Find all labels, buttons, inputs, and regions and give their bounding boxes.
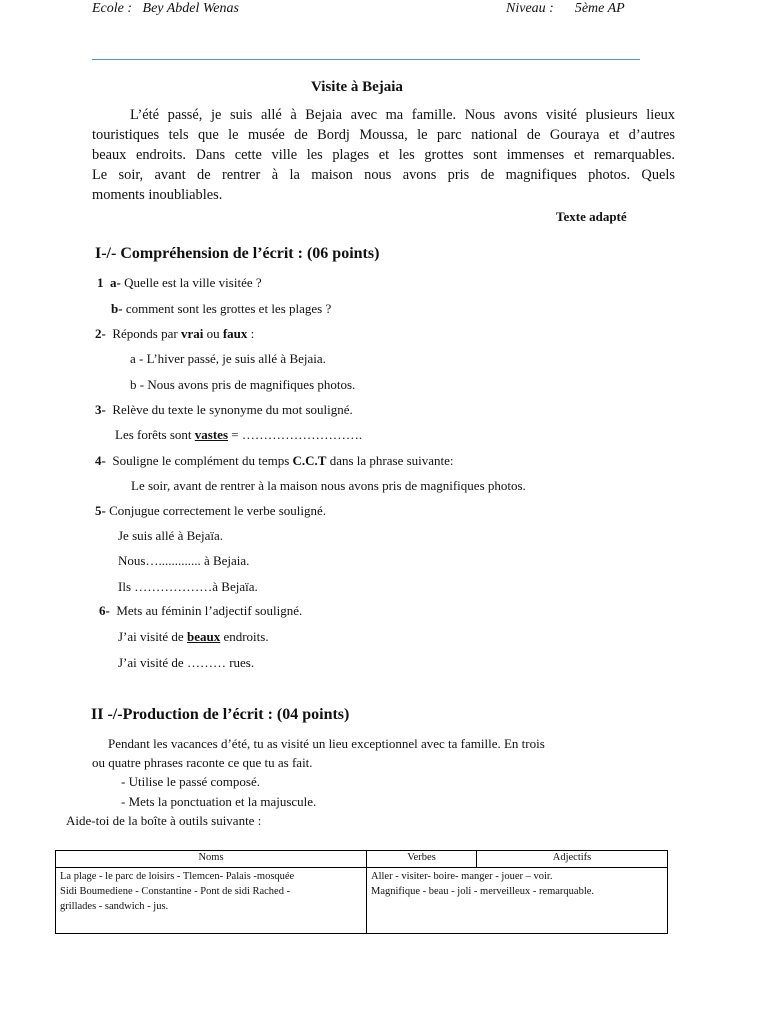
level-label bbox=[506, 1, 625, 17]
q2-number: 2- bbox=[95, 326, 106, 341]
q4-cct: C.C.T bbox=[292, 453, 327, 468]
q2-faux: faux bbox=[222, 326, 248, 341]
noms-line: La plage - le parc de loisirs - Tlemcen- Palais -mosquée bbox=[60, 871, 295, 882]
q6-line1 bbox=[118, 629, 269, 645]
toolbox-table bbox=[55, 850, 668, 934]
text-line: moments inoubliables. bbox=[92, 187, 223, 203]
section2-line1: Pendant les vacances d’été, tu as visité un lieu exceptionnel avec ta famille. En trois bbox=[108, 736, 545, 751]
q6-text: Mets au féminin l’adjectif souligné. bbox=[116, 603, 303, 618]
ecole-label: Ecole : bbox=[92, 1, 133, 16]
q1-number: 1 bbox=[97, 275, 104, 290]
question-5 bbox=[95, 503, 326, 519]
text-line: beaux endroits. Dans cette ville les plages et les grottes sont immenses et remarquables. bbox=[92, 147, 675, 163]
niveau-label: Niveau : bbox=[506, 1, 554, 16]
q2a-statement: a - L’hiver passé, je suis allé à Bejaia. bbox=[130, 351, 326, 366]
school-label bbox=[92, 1, 239, 17]
toolbox-intro: Aide-toi de la boîte à outils suivante : bbox=[66, 813, 262, 828]
q4-number: 4- bbox=[95, 453, 106, 468]
section1-prefix: I-/- bbox=[95, 245, 117, 262]
q6-line2: J’ai visité de ……… rues. bbox=[118, 655, 255, 670]
noms-line: Sidi Boumediene - Constantine - Pont de sidi Rached - bbox=[60, 886, 291, 897]
q3-sentence-pre: Les forêts sont bbox=[115, 427, 192, 442]
text-line: L’été passé, je suis allé à Bejaia avec ma famille. Nous avons visité plusieurs lieux bbox=[130, 107, 675, 123]
instruction-2: - Mets la ponctuation et la majuscule. bbox=[121, 794, 317, 809]
q5-line1: Je suis allé à Bejaïa. bbox=[118, 528, 224, 543]
q6-number: 6- bbox=[99, 603, 110, 618]
q4-pre: Souligne le complément du temps bbox=[112, 453, 290, 468]
question-4 bbox=[95, 453, 454, 469]
text-source: Texte adapté bbox=[556, 209, 627, 224]
section1-title: Compréhension de l’écrit : (06 points) bbox=[120, 245, 380, 262]
question-6 bbox=[99, 603, 302, 619]
q5-number: 5- bbox=[95, 503, 106, 518]
q3-text: Relève du texte le synonyme du mot souligné. bbox=[112, 402, 353, 417]
q1a-letter: a- bbox=[110, 275, 121, 290]
q5-text: Conjugue correctement le verbe souligné. bbox=[109, 503, 327, 518]
section2-line2: ou quatre phrases raconte ce que tu as fait. bbox=[92, 755, 313, 770]
question-1b bbox=[111, 301, 331, 317]
q2-pre: Réponds par bbox=[112, 326, 178, 341]
adjectifs-line: Magnifique - beau - joli - merveilleux - remarquable. bbox=[371, 886, 595, 897]
q1a-text: Quelle est la ville visitée ? bbox=[124, 275, 262, 290]
q6-underlined-word: beaux bbox=[186, 629, 221, 644]
toolbox-content-row bbox=[56, 868, 668, 934]
q2b-statement: b - Nous avons pris de magnifiques photos. bbox=[130, 377, 356, 392]
instruction-1: - Utilise le passé composé. bbox=[121, 774, 260, 789]
header-adjectifs: Adjectifs bbox=[477, 851, 668, 868]
q3-underlined-word: vastes bbox=[194, 427, 229, 442]
verbes-line: Aller - visiter- boire- manger - jouer – voir. bbox=[371, 871, 553, 882]
section2-title: Production de l’écrit : (04 points) bbox=[122, 706, 350, 723]
ecole-value: Bey Abdel Wenas bbox=[142, 1, 239, 16]
header-verbes: Verbes bbox=[367, 851, 477, 868]
q5-line2: Nous…............. à Bejaia. bbox=[118, 553, 250, 568]
q6-line1-post: endroits. bbox=[223, 629, 269, 644]
noms-line: grillades - sandwich - jus. bbox=[60, 901, 169, 912]
section2-heading bbox=[91, 706, 349, 724]
question-1a bbox=[97, 275, 262, 291]
q3-sentence bbox=[115, 427, 362, 443]
q4-post: dans la phrase suivante: bbox=[329, 453, 454, 468]
text-line: touristiques tels que le musée de Bordj Moussa, le parc national de Gouraya et d’autres bbox=[92, 127, 675, 143]
q3-answer-blank: = ………………………. bbox=[231, 427, 363, 442]
reading-text bbox=[92, 105, 675, 205]
text-line: Le soir, avant de rentrer à la maison nous avons pris de magnifiques photos. Quels bbox=[92, 167, 675, 183]
q4-sentence: Le soir, avant de rentrer à la maison nous avons pris de magnifiques photos. bbox=[131, 478, 526, 493]
header-divider bbox=[92, 59, 640, 60]
section2-prefix: II -/- bbox=[91, 706, 123, 723]
noms-cell bbox=[56, 868, 367, 934]
q2-post: : bbox=[250, 326, 255, 341]
question-3 bbox=[95, 402, 353, 418]
q5-line3: Ils ………………à Bejaïa. bbox=[118, 579, 258, 594]
section1-heading bbox=[95, 245, 379, 263]
q1b-letter: b- bbox=[111, 301, 123, 316]
text-title: Visite à Bejaia bbox=[311, 79, 403, 95]
header-noms: Noms bbox=[56, 851, 367, 868]
q2-vrai: vrai bbox=[180, 326, 204, 341]
question-2 bbox=[95, 326, 254, 342]
q6-line1-pre: J’ai visité de bbox=[118, 629, 184, 644]
q1b-text: comment sont les grottes et les plages ? bbox=[125, 301, 332, 316]
toolbox-header-row bbox=[56, 851, 668, 868]
q3-number: 3- bbox=[95, 402, 106, 417]
niveau-value: 5ème AP bbox=[574, 1, 625, 16]
q2-ou: ou bbox=[206, 326, 220, 341]
verbes-adjectifs-cell bbox=[367, 868, 668, 934]
